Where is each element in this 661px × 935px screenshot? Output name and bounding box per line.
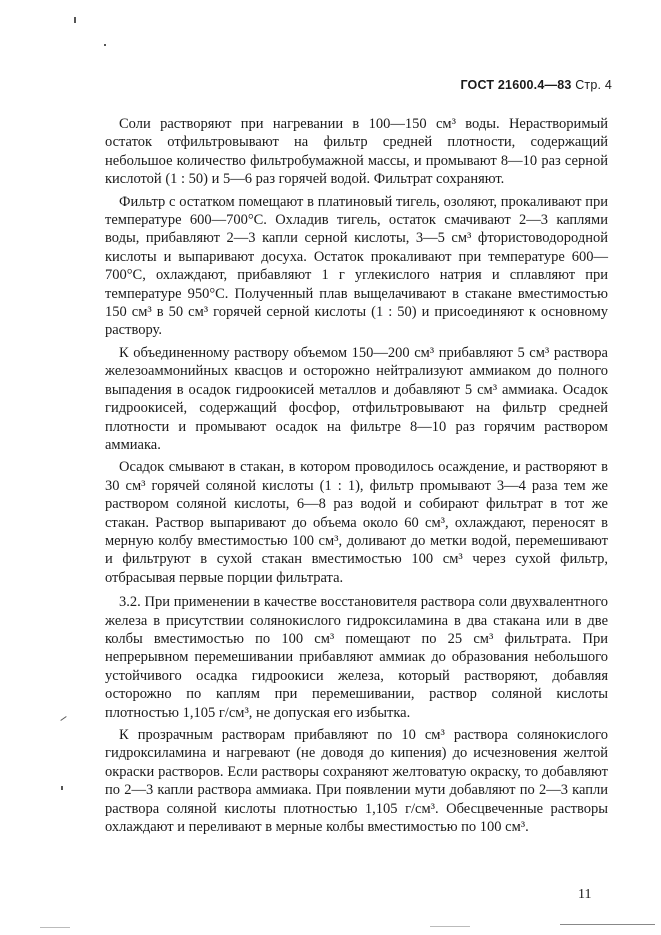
page-number: 11 <box>578 887 592 902</box>
scan-mark <box>104 44 106 46</box>
paragraph-filter-ignition: Фильтр с остатком помещают в платиновый тигель, озоляют, прокаливают при температуре 600—700°С. Охладив тигель, остаток смачивают 2—3 каплями воды, прибавляют 2—3 капли серной кислоты, 3—5 см³ фтористоводородной кислоты и выпаривают досуха. Остаток прокаливают при температуре 600—700°С, охлаждают, прибавляют 1 г углекислого натрия и сплавляют при температуре 950°С. Полученный плав выщелачивают в стакане вместимостью 150 см³ в 50 см³ горячей серной кислоты (1 : 50) и присоединяют к основному раствору. <box>105 193 608 339</box>
paragraph-salt-dissolution: Соли растворяют при нагревании в 100—150 см³ воды. Нерастворимый остаток отфильтровывают на фильтр средней плотности, содержащий небольшое количество фильтробумажной массы, и промывают 8—10 раз серной кислотой (1 : 50) и 5—6 раз горячей водой. Фильтрат сохраняют. <box>105 116 608 188</box>
page-header <box>0 78 612 92</box>
document-body <box>105 115 608 840</box>
paragraph-neutralization: К объединенному раствору объемом 150—200 см³ прибавляют 5 см³ раствора железоаммонийных квасцов и осторожно нейтрализуют аммиаком до полного выпадения в осадок гидроокисей металлов и добавляют 5 см³ аммиака. Осадок гидроокисей, содержащий фосфор, отфильтровывают на фильтр средней плотности и промывают осадок на фильтре 8—10 раз горячим раствором аммиака. <box>105 344 608 453</box>
standard-number: ГОСТ 21600.4—83 <box>460 78 572 92</box>
scan-edge-line <box>430 926 470 927</box>
scan-mark <box>74 17 76 23</box>
page-label: Стр. 4 <box>575 78 612 92</box>
paragraph-section-3-2: 3.2. При применении в качестве восстановителя раствора соли двухвалентного железа в присутствии солянокислого гидроксиламина в два стакана или в две колбы вместимостью по 100 см³ помещают по 25 см³ фильтрата. При непрерывном перемешивании прибавляют аммиак до образования небольшого устойчивого осадка гидроокиси железа, который растворяют, добавляя осторожно по каплям при перемешивании, раствор соляной кислоты плотностью 1,105 г/см³, не допуская его избытка. <box>105 594 608 721</box>
scan-edge-line <box>40 927 70 928</box>
paragraph-precipitate-washing: Осадок смывают в стакан, в котором проводилось осаждение, и растворяют в 30 см³ горячей соляной кислоты (1 : 1), фильтр промывают 3—4 раза тем же раствором соляной кислоты, 6—8 раз водой и собирают фильтрат в тот же стакан. Раствор выпаривают до объема около 60 см³, охлаждают, переносят в мерную колбу вместимостью 100 см³, доливают до метки водой, перемешивают и фильтруют в сухой стакан вместимостью 100 см³ через сухой фильтр, отбрасывая первые порции фильтрата. <box>105 459 608 586</box>
scan-mark <box>60 716 66 721</box>
paragraph-hydroxylamine: К прозрачным растворам прибавляют по 10 см³ раствора солянокислого гидроксиламина и нагревают (не доводя до кипения) до исчезновения желтой окраски растворов. Если растворы сохраняют желтоватую окраску, то добавляют по 2—3 капли раствора аммиака. При появлении мути добавляют по 2—3 капли раствора соляной кислоты плотностью 1,105 г/см³. Обесцвеченные растворы охлаждают и переливают в мерные колбы вместимостью по 100 см³. <box>105 727 608 836</box>
scan-mark <box>61 786 63 790</box>
scan-edge-line <box>560 924 655 925</box>
